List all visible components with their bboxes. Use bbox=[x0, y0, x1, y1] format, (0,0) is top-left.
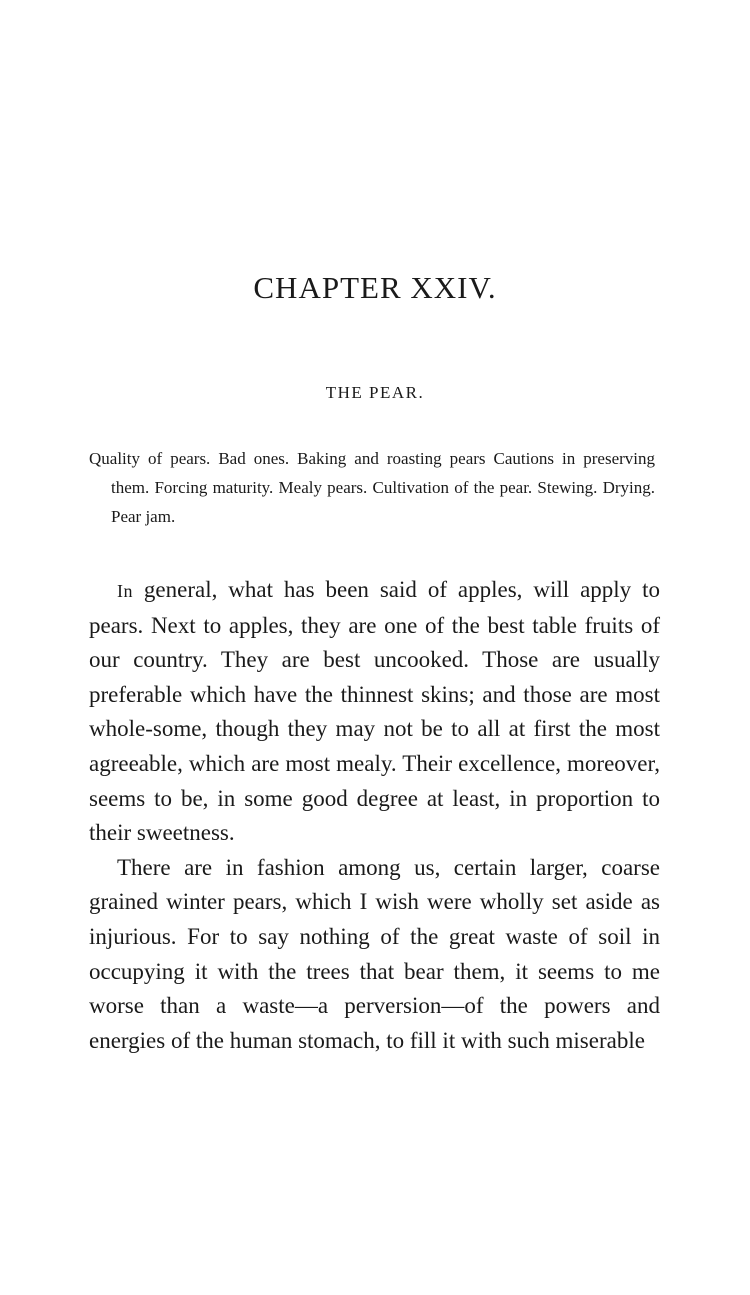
chapter-synopsis bbox=[89, 444, 655, 531]
paragraph-lead-word: In bbox=[117, 581, 133, 601]
paragraph bbox=[89, 573, 660, 851]
paragraph: There are in fashion among us, certain larger, coarse grained winter pears, which I wish were wholly set aside as injurious. For to say nothing of the great waste of soil in occupying it with the trees that bear them, it seems to me worse than a waste—a perversion—of the powers and energies of the human stomach, to fill it with such miserable bbox=[89, 854, 660, 1053]
section-title: THE PEAR. bbox=[325, 383, 425, 402]
body-text bbox=[89, 573, 660, 1058]
paragraph-text: general, what has been said of apples, will apply to pears. Next to apples, they are one of the best table fruits of our country. They are best uncooked. Those are usually preferable which have the thinnest skins; and those are most whole-some, though they may not be to all at first the most agreeable, which are most mealy. Their excellence, moreover, seems to be, in some good degree at least, in proportion to their sweetness. bbox=[89, 577, 660, 846]
chapter-title: CHAPTER XXIV. bbox=[253, 270, 497, 305]
synopsis-text: Quality of pears. Bad ones. Baking and roasting pears Cautions in preserving them. Forcing maturity. Mealy pears. Cultivation of the pear. Stewing. Drying. Pear jam. bbox=[89, 449, 655, 526]
